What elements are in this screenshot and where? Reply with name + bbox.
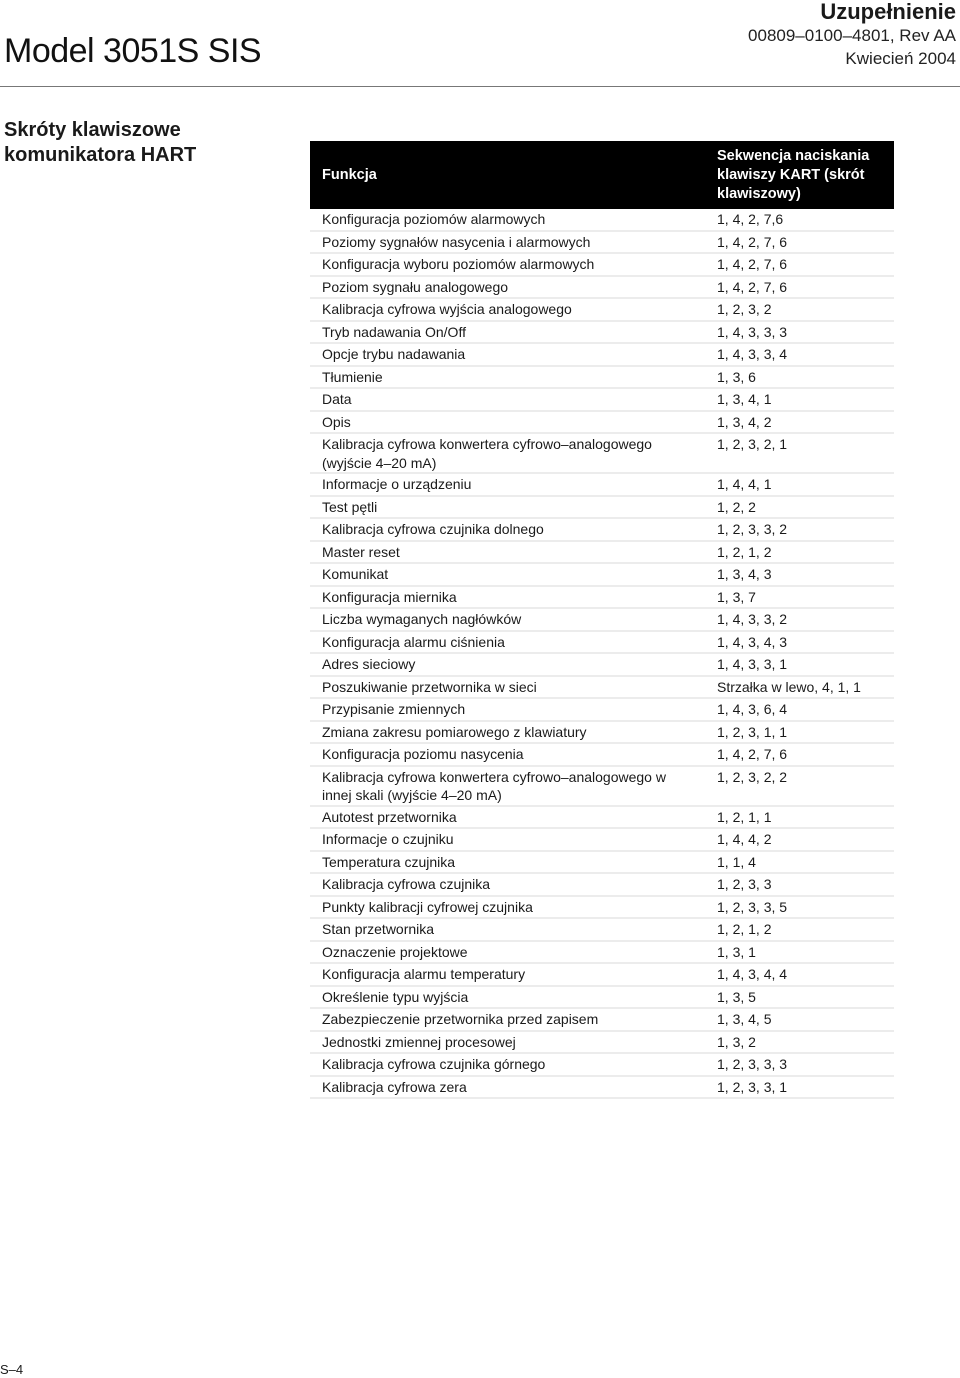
function-cell: Kalibracja cyfrowa czujnika (310, 873, 692, 896)
table-row (310, 896, 894, 919)
sequence-cell: 1, 4, 2, 7, 6 (692, 743, 894, 766)
function-cell: Informacje o czujniku (310, 828, 692, 851)
sequence-cell: 1, 3, 1 (692, 941, 894, 964)
table-row (310, 918, 894, 941)
function-cell: Konfiguracja alarmu ciśnienia (310, 631, 692, 654)
table-row (310, 388, 894, 411)
function-cell: Kalibracja cyfrowa wyjścia analogowego (310, 298, 692, 321)
table-body (310, 209, 894, 1098)
sequence-cell: 1, 2, 3, 3, 3 (692, 1053, 894, 1076)
table-row (310, 828, 894, 851)
function-cell: Kalibracja cyfrowa zera (310, 1076, 692, 1099)
sequence-cell: 1, 3, 4, 1 (692, 388, 894, 411)
table-row (310, 963, 894, 986)
table-row (310, 541, 894, 564)
table-row (310, 586, 894, 609)
sequence-cell: 1, 3, 7 (692, 586, 894, 609)
sequence-cell: 1, 4, 2, 7,6 (692, 209, 894, 231)
sequence-cell: Strzałka w lewo, 4, 1, 1 (692, 676, 894, 699)
sequence-cell: 1, 4, 3, 4, 4 (692, 963, 894, 986)
function-cell: Punkty kalibracji cyfrowej czujnika (310, 896, 692, 919)
sequence-cell: 1, 4, 3, 3, 3 (692, 321, 894, 344)
table-row (310, 873, 894, 896)
sequence-cell: 1, 4, 3, 4, 3 (692, 631, 894, 654)
function-cell: Oznaczenie projektowe (310, 941, 692, 964)
table-row (310, 941, 894, 964)
header-divider (0, 86, 960, 87)
sequence-cell: 1, 2, 3, 2, 2 (692, 766, 894, 806)
sequence-cell: 1, 4, 3, 3, 1 (692, 653, 894, 676)
table-row (310, 496, 894, 519)
sequence-cell: 1, 2, 3, 1, 1 (692, 721, 894, 744)
side-heading: Skróty klawiszowe komunikatora HART (4, 119, 197, 166)
table-header-row (310, 141, 894, 209)
sequence-cell: 1, 4, 4, 1 (692, 473, 894, 496)
function-cell: Przypisanie zmiennych (310, 698, 692, 721)
table-row (310, 298, 894, 321)
table-row (310, 276, 894, 299)
sequence-cell: 1, 3, 6 (692, 366, 894, 389)
column-header-sequence: Sekwencja naciskania klawiszy KART (skrót klawiszowy) (692, 141, 894, 209)
hart-shortcuts-table (310, 141, 894, 1099)
document-date: Kwiecień 2004 (845, 49, 956, 68)
table-row (310, 743, 894, 766)
table-row (310, 411, 894, 434)
function-cell: Opcje trybu nadawania (310, 343, 692, 366)
table-row (310, 1008, 894, 1031)
sequence-cell: 1, 4, 2, 7, 6 (692, 276, 894, 299)
sequence-cell: 1, 4, 2, 7, 6 (692, 231, 894, 254)
function-cell: Tłumienie (310, 366, 692, 389)
table-row (310, 343, 894, 366)
function-cell: Kalibracja cyfrowa czujnika dolnego (310, 518, 692, 541)
sequence-cell: 1, 2, 1, 1 (692, 806, 894, 829)
function-cell: Temperatura czujnika (310, 851, 692, 874)
function-cell: Zabezpieczenie przetwornika przed zapisem (310, 1008, 692, 1031)
function-cell: Konfiguracja alarmu temperatury (310, 963, 692, 986)
column-header-function: Funkcja (310, 141, 692, 209)
table-row (310, 473, 894, 496)
function-cell: Stan przetwornika (310, 918, 692, 941)
sequence-cell: 1, 4, 3, 3, 2 (692, 608, 894, 631)
function-cell: Kalibracja cyfrowa konwertera cyfrowo–analogowego w innej skali (wyjście 4–20 mA) (310, 766, 692, 806)
sequence-cell: 1, 2, 3, 3, 1 (692, 1076, 894, 1099)
table-row (310, 253, 894, 276)
sequence-cell: 1, 3, 4, 2 (692, 411, 894, 434)
table-row (310, 231, 894, 254)
table-row (310, 321, 894, 344)
sequence-cell: 1, 3, 2 (692, 1031, 894, 1054)
function-cell: Konfiguracja poziomu nasycenia (310, 743, 692, 766)
function-cell: Kalibracja cyfrowa czujnika górnego (310, 1053, 692, 1076)
table-row (310, 366, 894, 389)
function-cell: Data (310, 388, 692, 411)
header-info (748, 0, 956, 70)
function-cell: Adres sieciowy (310, 653, 692, 676)
table-row (310, 851, 894, 874)
function-cell: Poszukiwanie przetwornika w sieci (310, 676, 692, 699)
function-cell: Kalibracja cyfrowa konwertera cyfrowo–analogowego (wyjście 4–20 mA) (310, 433, 692, 473)
sequence-cell: 1, 2, 1, 2 (692, 918, 894, 941)
table-row (310, 986, 894, 1009)
sequence-cell: 1, 3, 5 (692, 986, 894, 1009)
section-name: Uzupełnienie (820, 0, 956, 24)
sequence-cell: 1, 1, 4 (692, 851, 894, 874)
model-title: Model 3051S SIS (4, 32, 262, 70)
sequence-cell: 1, 3, 4, 5 (692, 1008, 894, 1031)
function-cell: Komunikat (310, 563, 692, 586)
table-row (310, 1053, 894, 1076)
sequence-cell: 1, 2, 3, 2, 1 (692, 433, 894, 473)
function-cell: Informacje o urządzeniu (310, 473, 692, 496)
function-cell: Tryb nadawania On/Off (310, 321, 692, 344)
sequence-cell: 1, 2, 2 (692, 496, 894, 519)
function-cell: Jednostki zmiennej procesowej (310, 1031, 692, 1054)
sequence-cell: 1, 2, 3, 3, 2 (692, 518, 894, 541)
sequence-cell: 1, 4, 2, 7, 6 (692, 253, 894, 276)
table-row (310, 676, 894, 699)
table-row (310, 1076, 894, 1099)
sequence-cell: 1, 2, 3, 2 (692, 298, 894, 321)
table-row (310, 698, 894, 721)
function-cell: Poziom sygnału analogowego (310, 276, 692, 299)
document-number: 00809–0100–4801, Rev AA (748, 26, 956, 45)
table-row (310, 653, 894, 676)
table-row (310, 766, 894, 806)
function-cell: Określenie typu wyjścia (310, 986, 692, 1009)
sequence-cell: 1, 2, 1, 2 (692, 541, 894, 564)
sequence-cell: 1, 4, 3, 6, 4 (692, 698, 894, 721)
function-cell: Master reset (310, 541, 692, 564)
table-row (310, 608, 894, 631)
table-row (310, 518, 894, 541)
table-row (310, 721, 894, 744)
sequence-cell: 1, 2, 3, 3, 5 (692, 896, 894, 919)
sequence-cell: 1, 4, 4, 2 (692, 828, 894, 851)
table-row (310, 433, 894, 473)
function-cell: Liczba wymaganych nagłówków (310, 608, 692, 631)
table-row (310, 563, 894, 586)
table-row (310, 806, 894, 829)
sequence-cell: 1, 4, 3, 3, 4 (692, 343, 894, 366)
function-cell: Poziomy sygnałów nasycenia i alarmowych (310, 231, 692, 254)
table-row (310, 1031, 894, 1054)
function-cell: Autotest przetwornika (310, 806, 692, 829)
function-cell: Konfiguracja poziomów alarmowych (310, 209, 692, 231)
function-cell: Test pętli (310, 496, 692, 519)
sequence-cell: 1, 3, 4, 3 (692, 563, 894, 586)
function-cell: Konfiguracja wyboru poziomów alarmowych (310, 253, 692, 276)
table-row (310, 631, 894, 654)
table-row (310, 209, 894, 231)
page-number: S–4 (0, 1362, 24, 1377)
function-cell: Opis (310, 411, 692, 434)
sequence-cell: 1, 2, 3, 3 (692, 873, 894, 896)
function-cell: Zmiana zakresu pomiarowego z klawiatury (310, 721, 692, 744)
function-cell: Konfiguracja miernika (310, 586, 692, 609)
